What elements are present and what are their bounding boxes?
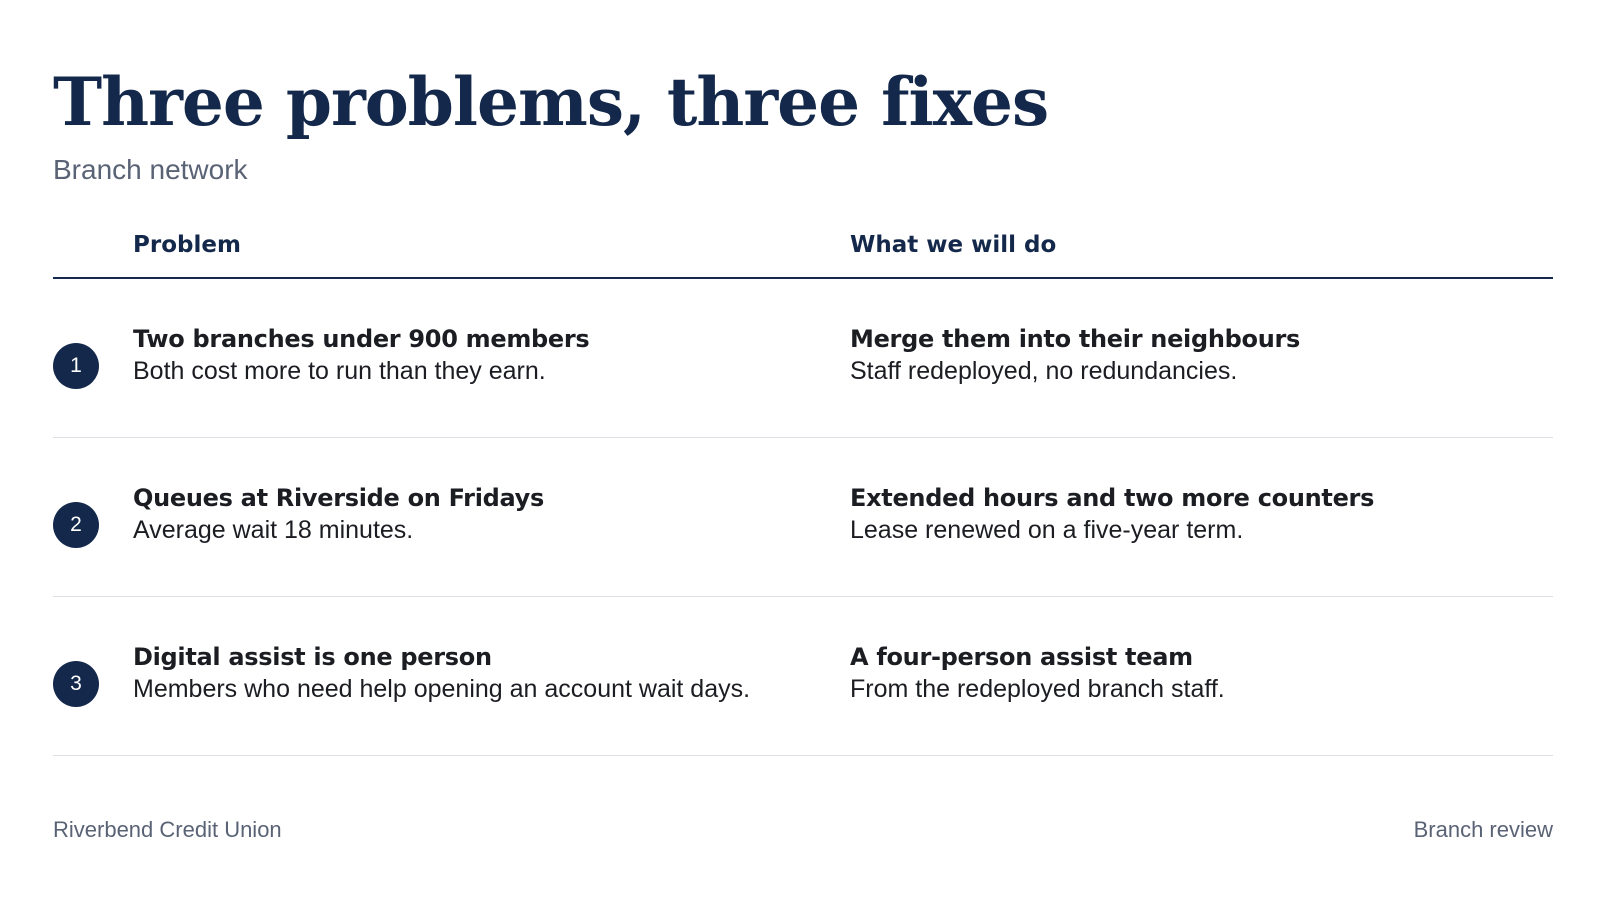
- fix-title: Extended hours and two more counters: [850, 484, 1375, 512]
- table-row: [53, 597, 1553, 756]
- problem-title: Digital assist is one person: [133, 643, 492, 671]
- fix-cell: [850, 323, 1550, 388]
- slide-subtitle: Branch network: [53, 154, 248, 185]
- fix-cell: [850, 482, 1550, 547]
- row-number-badge: 3: [53, 661, 99, 707]
- problem-title: Two branches under 900 members: [133, 325, 590, 353]
- problem-detail: Average wait 18 minutes.: [133, 516, 414, 544]
- problem-cell: [133, 323, 833, 388]
- fix-detail: Lease renewed on a five-year term.: [850, 516, 1244, 544]
- problem-cell: [133, 482, 833, 547]
- problem-detail: Both cost more to run than they earn.: [133, 357, 546, 385]
- problem-column-header: Problem: [133, 232, 241, 258]
- fix-title: A four-person assist team: [850, 643, 1193, 671]
- fix-title: Merge them into their neighbours: [850, 325, 1301, 353]
- fix-cell: [850, 641, 1550, 706]
- table-row: [53, 279, 1553, 438]
- problem-detail: Members who need help opening an account wait days.: [133, 675, 751, 703]
- footer-section: Branch review: [1413, 817, 1553, 842]
- row-number-badge: 2: [53, 502, 99, 548]
- fix-detail: From the redeployed branch staff.: [850, 675, 1225, 703]
- problem-title: Queues at Riverside on Fridays: [133, 484, 545, 512]
- footer-organization: Riverbend Credit Union: [53, 817, 282, 842]
- fix-detail: Staff redeployed, no redundancies.: [850, 357, 1238, 385]
- table-header: [53, 222, 1553, 279]
- fix-column-header: What we will do: [850, 232, 1057, 258]
- problem-cell: [133, 641, 833, 706]
- row-number-badge: 1: [53, 343, 99, 389]
- table-row: [53, 438, 1553, 597]
- slide-title: Three problems, three fixes: [53, 63, 1049, 141]
- problems-table: [53, 222, 1553, 756]
